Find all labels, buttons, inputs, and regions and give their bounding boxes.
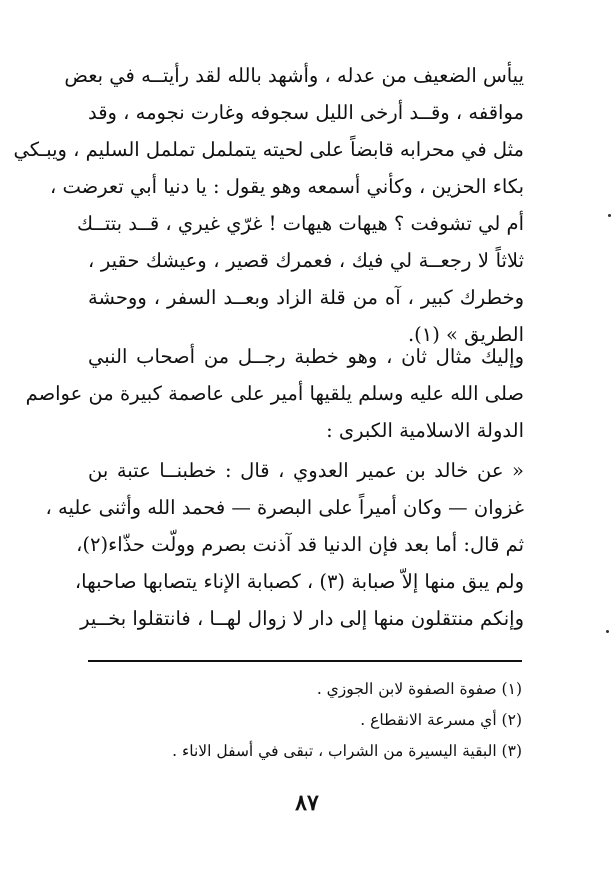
text-line: صلى الله عليه وسلم يلقيها أمير على عاصمة كبيرة من عواصم: [25, 382, 524, 405]
text-line: وإنكم منتقلون منها إلى دار لا زوال لهــا ، فانتقلوا بخــير: [80, 607, 524, 630]
page-number: ٨٧: [295, 790, 319, 816]
text-line: ثلاثاً لا رجعــة لي فيك ، فعمرك قصير ، وعيشك حقير ،: [88, 249, 524, 272]
scan-speck: [608, 214, 611, 217]
text-line: وخطرك كبير ، آه من قلة الزاد وبعــد السفر ، ووحشة: [88, 286, 524, 309]
text-line: ييأس الضعيف من عدله ، وأشهد بالله لقد رأيتــه في بعض: [64, 64, 524, 87]
footnote-1: (١) صفوة الصفوة لابن الجوزي .: [316, 680, 522, 698]
text-line: بكاء الحزين ، وكأني أسمعه وهو يقول : يا دنيا أبي تعرضت ،: [49, 175, 524, 198]
footnote-2: (٢) أي مسرعة الانقطاع .: [360, 711, 522, 729]
text-line: مثل في محرابه قابضاً على لحيته يتململ تململ السليم ، ويبـكي: [13, 138, 524, 161]
text-line: وإليك مثال ثان ، وهو خطبة رجــل من أصحاب النبي: [88, 345, 524, 368]
paragraph-sermon-quote: [13, 57, 524, 353]
text-line: أم لي تشوفت ؟ هيهات هيهات ! غرّي غيري ، قــد بتتــك: [77, 212, 524, 235]
text-line: مواقفه ، وقــد أرخى الليل سجوفه وغارت نجومه ، وقد: [87, 101, 524, 124]
text-line: « عن خالد بن عمير العدوي ، قال : خطبنــا عتبة بن: [88, 459, 524, 482]
scan-speck: [606, 630, 609, 633]
text-line: ولم يبق منها إلاّ صبابة (٣) ، كصبابة الإناء يتصابها صاحبها،: [74, 570, 524, 593]
footnote-divider: [88, 660, 522, 662]
paragraph-utba-sermon: [45, 452, 524, 637]
text-line: غزوان — وكان أميراً على البصرة — فحمد الله وأثنى عليه ،: [45, 496, 524, 519]
text-line: الدولة الاسلامية الكبرى :: [326, 419, 524, 442]
footnotes: [102, 674, 522, 767]
footnote-3: (٣) البقية اليسيرة من الشراب ، تبقى في أسفل الاناء .: [172, 742, 522, 760]
text-line: ثم قال: أما بعد فإن الدنيا قد آذنت بصرم وولّت حذّاء(٢)،: [76, 533, 524, 556]
paragraph-second-example: [25, 338, 524, 449]
text-line: الطريق » (١).: [407, 323, 524, 346]
